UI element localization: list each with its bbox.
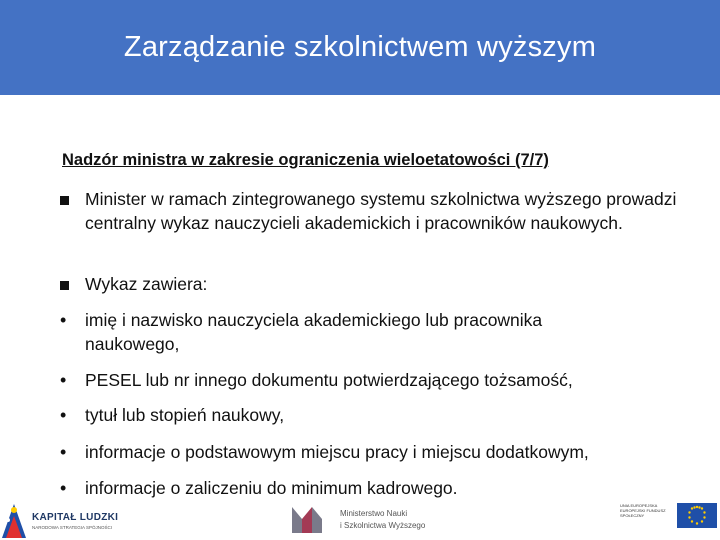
ministry-logo xyxy=(290,503,440,537)
list-item xyxy=(60,368,700,392)
kapital-ludzki-subtitle: NARODOWA STRATEGIA SPÓJNOŚCI xyxy=(32,525,113,530)
list-item-text: informacje o podstawowym miejscu pracy i miejscu dodatkowym, xyxy=(85,442,589,462)
section-subtitle: Nadzór ministra w zakresie ograniczenia wieloetatowości (7/7) xyxy=(62,151,549,169)
square-bullet-icon xyxy=(60,272,80,296)
square-bullet-icon xyxy=(60,187,80,211)
slide-title: Zarządzanie szkolnictwem wyższym xyxy=(123,31,597,63)
list-item xyxy=(60,440,710,464)
eu-flag-icon xyxy=(677,503,717,528)
eu-text: UNIA EUROPEJSKA EUROPEJSKI FUNDUSZ SPOŁECZNY xyxy=(620,503,666,518)
ministry-icon xyxy=(290,505,330,535)
list-item xyxy=(60,187,680,235)
list-item-text: Wykaz zawiera: xyxy=(85,274,208,294)
list-item xyxy=(60,403,700,427)
list-item xyxy=(60,308,620,356)
kapital-ludzki-logo xyxy=(0,495,125,540)
list-item-text: informacje o zaliczeniu do minimum kadrowego. xyxy=(85,478,458,498)
eu-logo xyxy=(620,503,720,528)
dot-bullet-icon: • xyxy=(60,310,67,330)
kapital-ludzki-icon xyxy=(0,500,30,540)
list-item-text: tytuł lub stopień naukowy, xyxy=(85,405,285,425)
dot-bullet-icon: • xyxy=(60,370,67,390)
dot-bullet-icon: • xyxy=(60,405,67,425)
dot-bullet-icon: • xyxy=(60,442,67,462)
ministry-name xyxy=(340,508,425,532)
ministry-line-1: Ministerstwo Nauki xyxy=(340,509,408,518)
list-item-text: imię i nazwisko nauczyciela akademickiego lub pracownika naukowego, xyxy=(85,310,543,354)
slide-header xyxy=(0,0,720,95)
list-item xyxy=(60,272,680,296)
kapital-ludzki-title: KAPITAŁ LUDZKI xyxy=(32,512,119,523)
ministry-line-2: i Szkolnictwa Wyższego xyxy=(340,521,426,530)
dot-bullet-icon: • xyxy=(60,478,67,498)
footer-logos xyxy=(0,495,720,540)
list-item-text: Minister w ramach zintegrowanego systemu szkolnictwa wyższego prowadzi centralny wykaz nauczycieli akademickich i pracowników naukowych. xyxy=(85,189,677,233)
list-item-text: PESEL lub nr innego dokumentu potwierdzającego tożsamość, xyxy=(85,370,573,390)
